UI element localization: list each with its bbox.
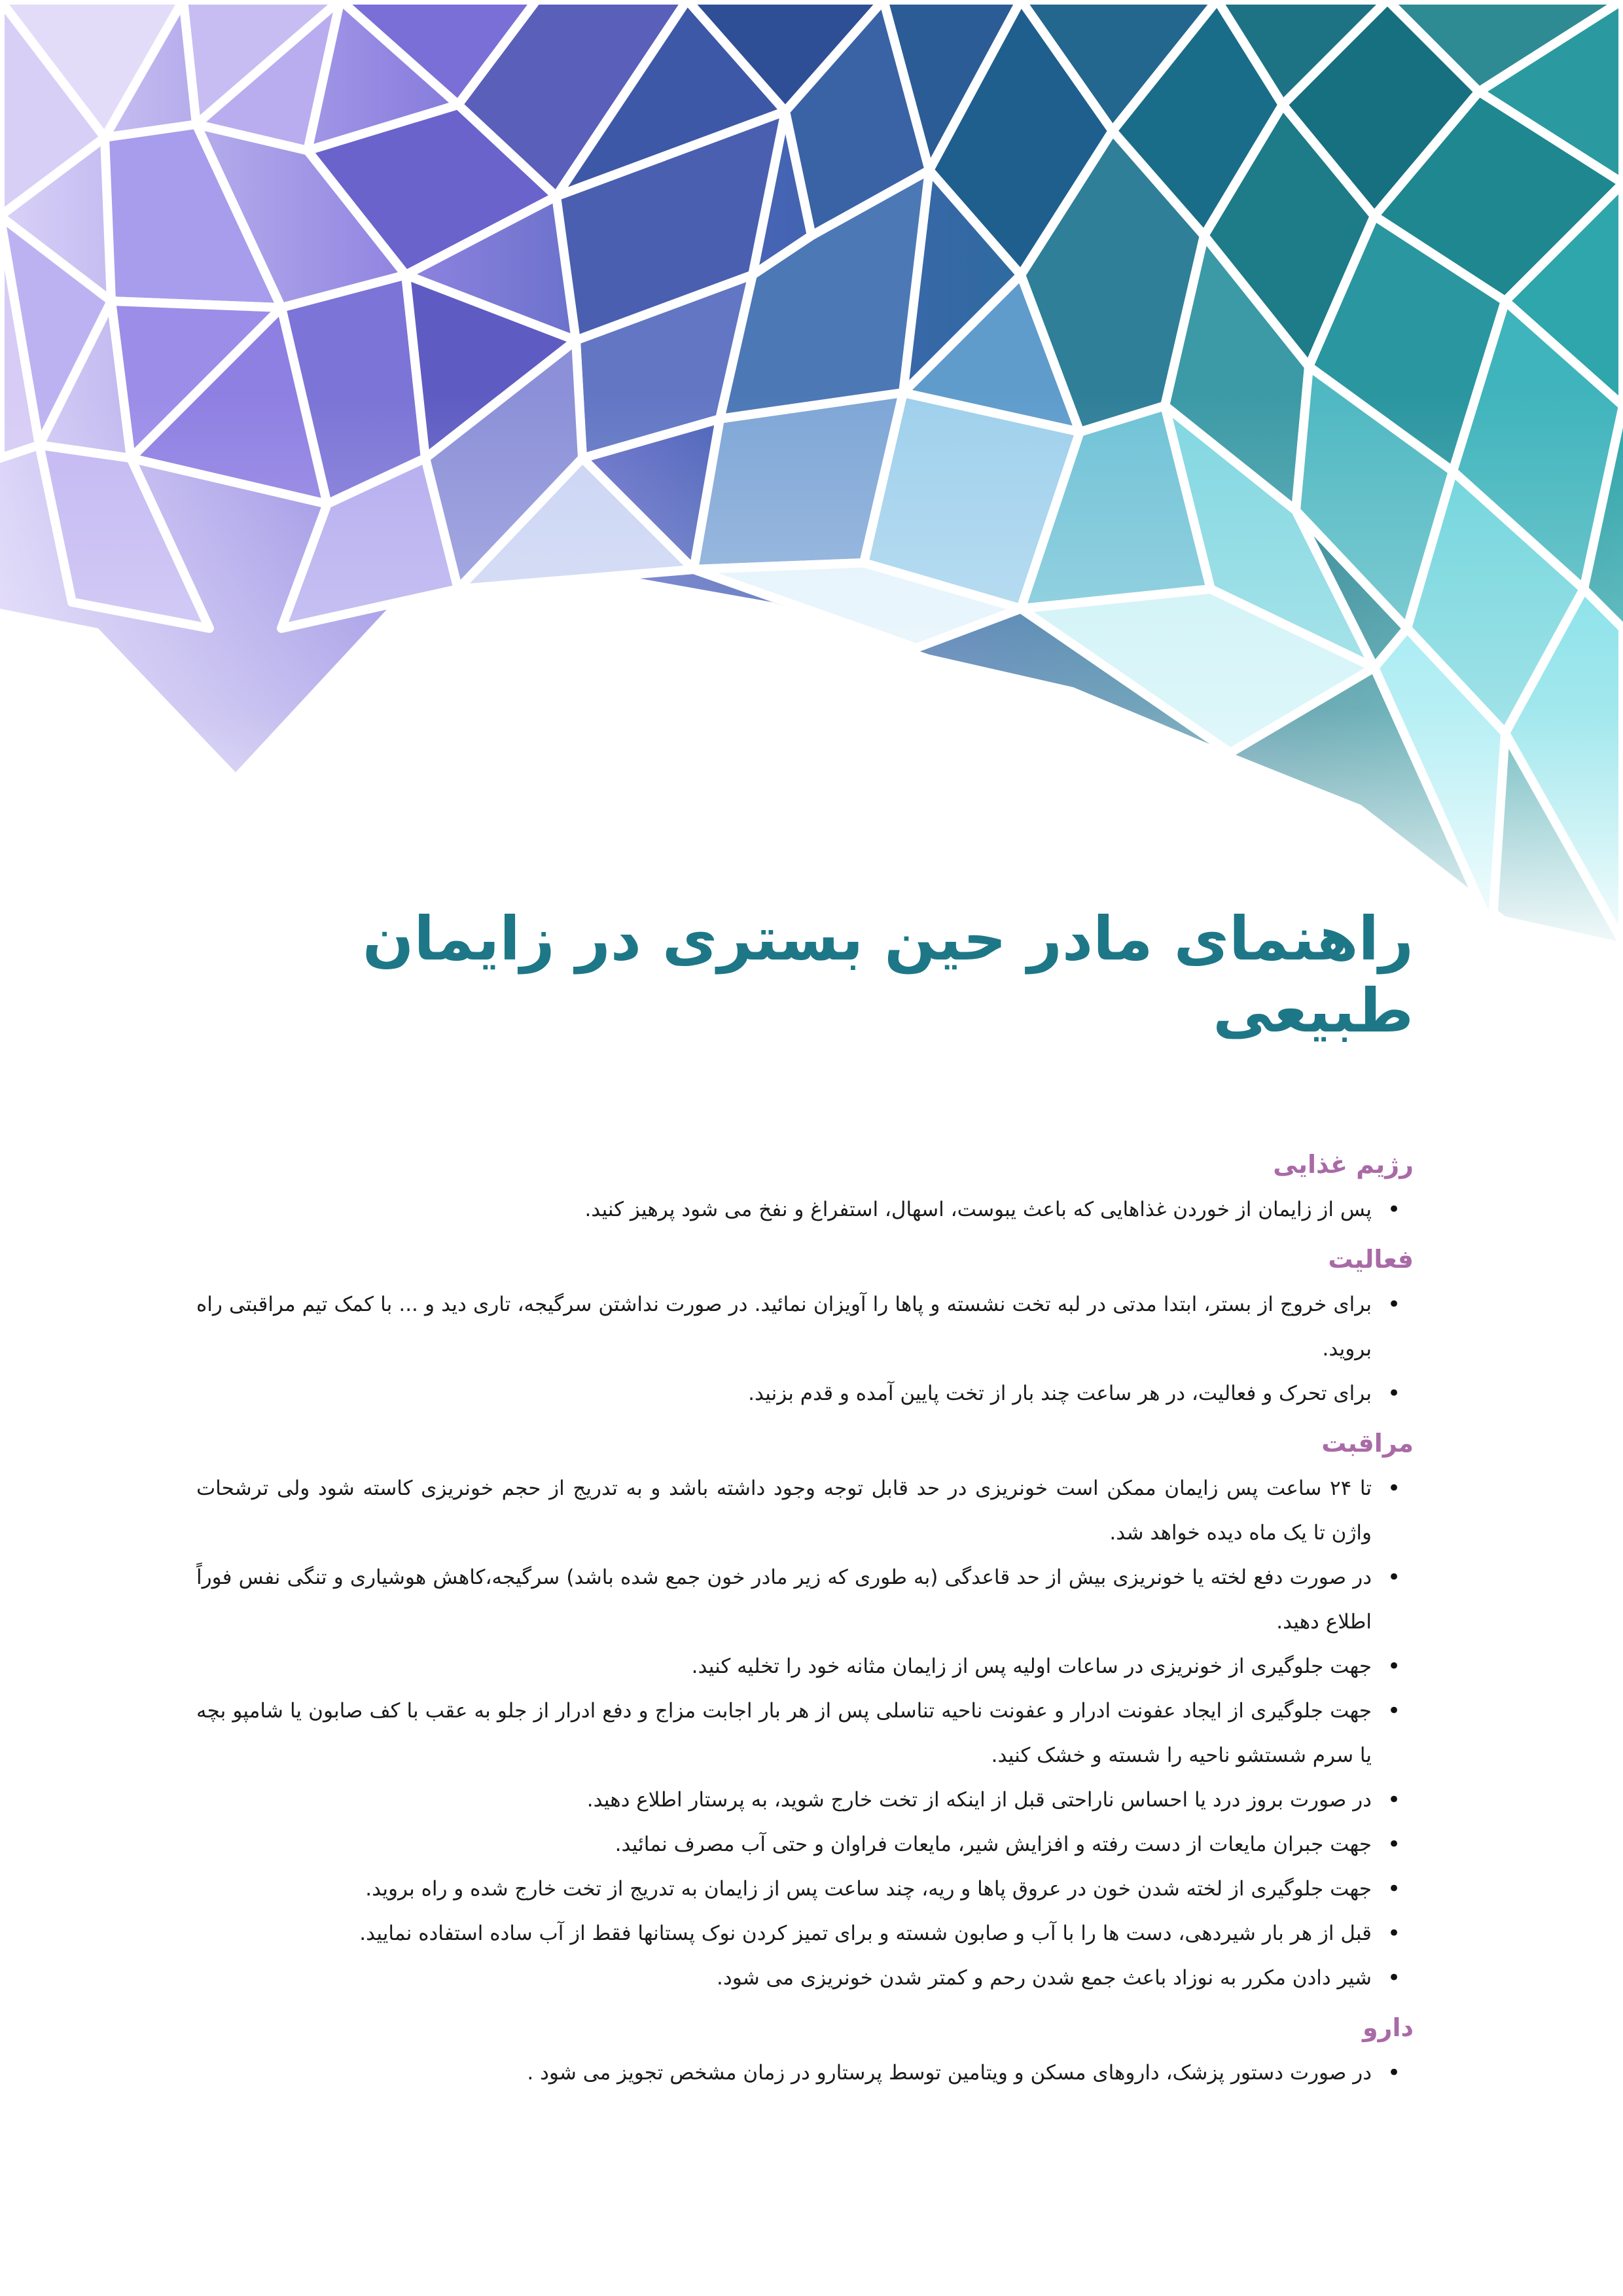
list-item: • پس از زایمان از خوردن غذاهایی که باعث یبوست، اسهال، استفراغ و نفخ می شود پرهیز کنید. xyxy=(196,1187,1372,1232)
bullet-list xyxy=(196,1282,1414,1416)
list-item: • شیر دادن مکرر به نوزاد باعث جمع شدن رحم و کمتر شدن خونریزی می شود. xyxy=(196,1956,1372,2000)
list-item: • برای تحرک و فعالیت، در هر ساعت چند بار از تخت پایین آمده و قدم بزنید. xyxy=(196,1371,1372,1416)
document-body xyxy=(196,903,1414,2095)
list-item: • جهت جلوگیری از خونریزی در ساعات اولیه پس از زایمان مثانه خود را تخلیه کنید. xyxy=(196,1644,1372,1689)
bullet-list xyxy=(196,1466,1414,2000)
section-heading: فعالیت xyxy=(1328,1244,1414,1274)
geometric-header-banner xyxy=(0,0,1623,969)
list-item: • در صورت دفع لخته یا خونریزی بیش از حد قاعدگی (به طوری که زیر مادر خون جمع شده باشد) سرگیجه،کاهش هوشیاری و تنگی نفس فوراً اطلاع دهید. xyxy=(196,1555,1372,1644)
bullet-list xyxy=(196,1187,1414,1232)
list-item: • برای خروج از بستر، ابتدا مدتی در لبه تخت نشسته و پاها را آویزان نمائید. در صورت نداشتن سرگیجه، تاری دید و ... با کمک تیم مراقبتی راه بروید. xyxy=(196,1282,1372,1371)
list-item: • تا ۲۴ ساعت پس زایمان ممکن است خونریزی در حد قابل توجه وجود داشته باشد و به تدریج از حجم خونریزی کاسته شود ولی ترشحات واژن تا یک ماه دیده خواهد شد. xyxy=(196,1466,1372,1555)
list-item: • جهت جلوگیری از ایجاد عفونت ادرار و عفونت ناحیه تناسلی پس از هر بار اجابت مزاج و دفع ادرار از جلو به عقب با کف صابون یا شامپو بچه یا سرم شستشو ناحیه را شسته و خشک کنید. xyxy=(196,1689,1372,1778)
section-heading: رژیم غذایی xyxy=(1273,1149,1414,1179)
list-item: • جهت جلوگیری از لخته شدن خون در عروق پاها و ریه، چند ساعت پس از زایمان به تدریج از تخت خارج شده و راه بروید. xyxy=(196,1867,1372,1911)
list-item: • جهت جبران مایعات از دست رفته و افزایش شیر، مایعات فراوان و حتی آب مصرف نمائید. xyxy=(196,1822,1372,1867)
bullet-list xyxy=(196,2051,1414,2095)
page-title: راهنمای مادر حین بستری در زایمان طبیعی xyxy=(362,904,1414,1047)
list-item: • در صورت دستور پزشک، داروهای مسکن و ویتامین توسط پرستارو در زمان مشخص تجویز می شود . xyxy=(196,2051,1372,2095)
section-heading: مراقبت xyxy=(1321,1428,1414,1458)
sections-container xyxy=(196,1146,1414,2095)
section-heading: دارو xyxy=(1362,2013,1414,2042)
list-item: • قبل از هر بار شیردهی، دست ها را با آب و صابون شسته و برای تمیز کردن نوک پستانها فقط از آب ساده استفاده نمایید. xyxy=(196,1911,1372,1956)
list-item: • در صورت بروز درد یا احساس ناراحتی قبل از اینکه از تخت خارج شوید، به پرستار اطلاع دهید. xyxy=(196,1778,1372,1822)
